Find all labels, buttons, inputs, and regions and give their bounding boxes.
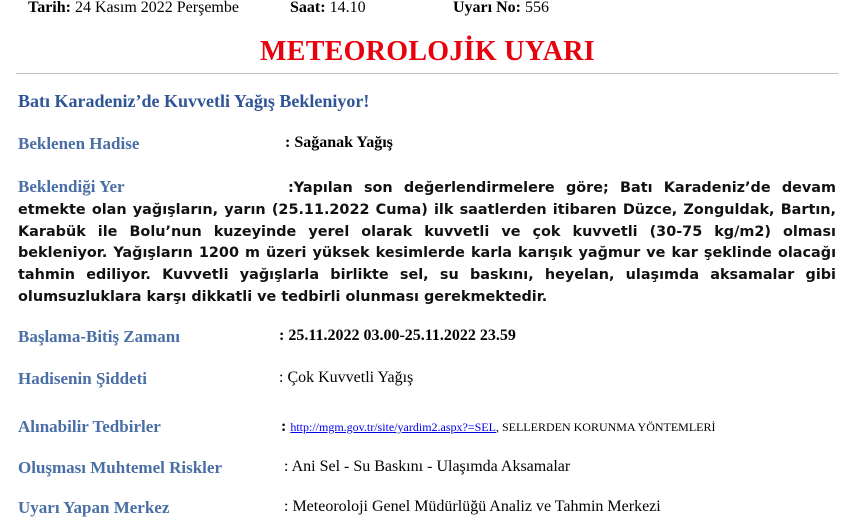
date-value: 24 Kasım 2022 Perşembe (74, 0, 239, 16)
title-divider (16, 73, 838, 74)
precautions-link[interactable]: http://mgm.gov.tr/site/yardim2.aspx?=SEL (290, 420, 496, 434)
risks-label: Oluşması Muhtemel Riskler (18, 458, 222, 477)
time-info (290, 0, 366, 17)
expected-location-paragraph (18, 176, 836, 309)
precautions-colon: : (281, 418, 287, 435)
warning-number-label: Uyarı No: (453, 0, 521, 16)
risks-value: : Ani Sel - Su Baskını - Ulaşımda Aksamalar (284, 458, 571, 475)
warning-number-info (453, 0, 549, 17)
header-line (0, 0, 855, 22)
warning-number-value: 556 (524, 0, 549, 16)
date-info (28, 0, 239, 17)
page-title: METEOROLOJİK UYARI (260, 36, 595, 67)
time-value: 14.10 (329, 0, 366, 16)
issuer-value: : Meteoroloji Genel Müdürlüğü Analiz ve Tahmin Merkezi (284, 498, 661, 515)
severity-label: Hadisenin Şiddeti (18, 369, 147, 388)
date-label: Tarih: (28, 0, 71, 16)
start-end-time-label: Başlama-Bitiş Zamanı (18, 327, 180, 346)
start-end-time-value: : 25.11.2022 03.00-25.11.2022 23.59 (279, 327, 516, 344)
time-label: Saat: (290, 0, 326, 16)
expected-event-value: : Sağanak Yağış (285, 134, 393, 151)
precautions-value (281, 418, 716, 436)
warning-headline: Batı Karadeniz’de Kuvvetli Yağış Bekleniyor! (18, 91, 370, 111)
precautions-label: Alınabilir Tedbirler (18, 417, 161, 436)
expected-event-label: Beklenen Hadise (18, 134, 140, 153)
issuer-label: Uyarı Yapan Merkez (18, 498, 170, 517)
precautions-suffix: , SELLERDEN KORUNMA YÖNTEMLERİ (495, 420, 716, 434)
expected-location-value: :Yapılan son değerlendirmelere göre; Batı Karadeniz’de devam etmekte olan yağışların, yarın (25.11.2022 Cuma) ilk saatlerden itibaren Düzce, Zonguldak, Bartın, Karabük ile Bolu’nun kuzeyinde yerel olarak kuvvetli ve çok kuvvetli (30-75 kg/m2) olması bekleniyor. Yağışların 1200 m üzeri yüksek kesimlerde karla karışık yağmur ve kar şeklinde olacağı tahmin ediliyor. Kuvvetli yağışlarla birlikte sel, su baskını, heyelan, ulaşımda aksamalar gibi olumsuzluklara karşı dikkatli ve tedbirli olunması gerekmektedir. (18, 180, 836, 305)
expected-location-label: Beklendiği Yer (18, 177, 125, 196)
severity-value: : Çok Kuvvetli Yağış (279, 369, 414, 386)
